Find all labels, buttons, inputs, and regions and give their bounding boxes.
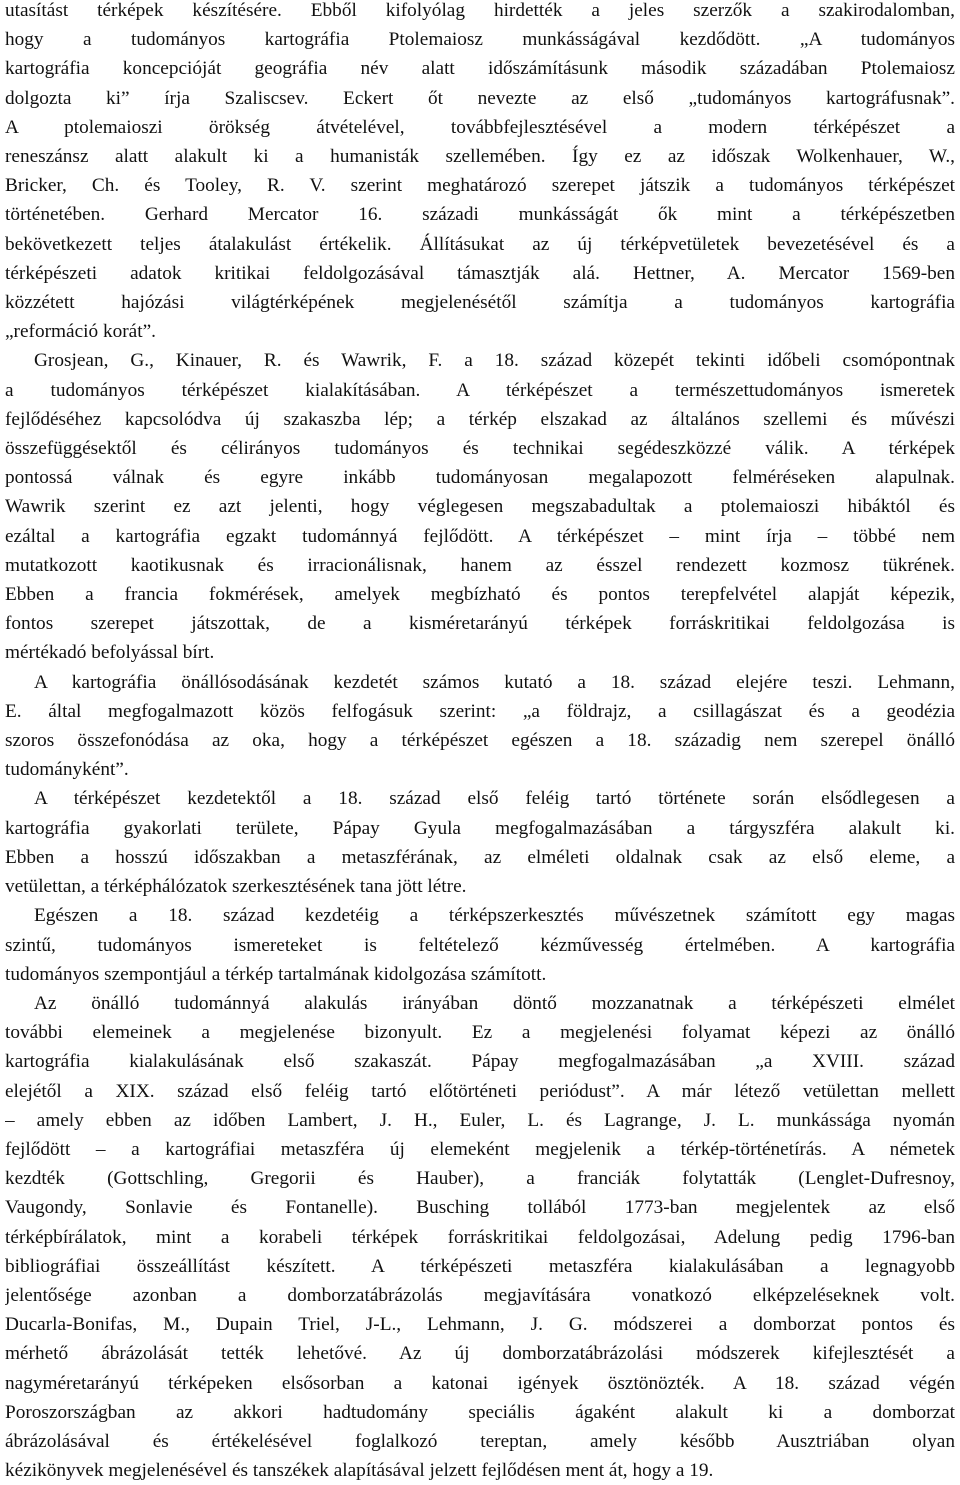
text-line: ábrázolásával és értékelésével foglalkozó tereptan, amely később Ausztriában olyan (5, 1430, 955, 1452)
text-line: Ducarla-Bonifas, M., Dupain Triel, J-L., Lehmann, J. G. módszerei a domborzat pontos és (5, 1314, 955, 1336)
paragraph (5, 668, 955, 785)
text-line: mértékadó befolyással bírt. (5, 642, 215, 664)
text-line: mérhető ábrázolását tették lehetővé. Az új domborzatábrázolási módszerek kifejlesztését a (5, 1343, 955, 1365)
text-line: elejétől a XIX. század első feléig tartó előtörténeti periódust”. A már létező vetülettan mellett (5, 1080, 955, 1102)
document-body (5, 0, 955, 1485)
text-line: kézikönyvek megjelenésével és tanszékek alapításával jelzett fejlődésen ment át, hogy a 19. (5, 1460, 714, 1482)
text-line: Bricker, Ch. és Tooley, R. V. szerint meghatározó szerepet játszik a tudományos térképészet (5, 175, 955, 197)
text-line: fejlődött – a kartográfiai metaszféra új elemeként megjelenik a térkép-történetírás. A németek (5, 1138, 955, 1160)
text-line: Ebben a francia fokmérések, amelyek megbízható és pontos terepfelvétel alapját képezik, (5, 584, 955, 606)
text-line: Az önálló tudománnyá alakulás irányában döntő mozzanatnak a térképészeti elmélet (34, 992, 955, 1014)
text-line: fontos szerepet játszottak, de a kisméretarányú térképek forráskritikai feldolgozása is (5, 613, 955, 635)
text-line: utasítást térképek készítésére. Ebből kifolyólag hirdették a jeles szerzők a szakirodalomban, (5, 0, 955, 21)
text-line: szintű, tudományos ismereteket is feltételező kézművesség értelmében. A kartográfia (5, 934, 955, 956)
text-line: A ptolemaioszi örökség átvételével, továbbfejlesztésével a modern térképészet a (5, 116, 955, 138)
text-line: kartográfia kialakulásának első szakaszát. Pápay megfogalmazásában „a XVIII. század (5, 1051, 955, 1073)
text-line: – amely ebben az időben Lambert, J. H., Euler, L. és Lagrange, J. L. munkássága nyomán (5, 1109, 955, 1131)
text-line: dolgozta ki” írja Szaliscsev. Eckert őt nevezte az első „tudományos kartográfusnak”. (5, 87, 955, 109)
text-line: történetében. Gerhard Mercator 16. századi munkásságát ők mint a térképészetben (5, 204, 955, 226)
paragraph (5, 784, 955, 901)
text-line: ezáltal a kartográfia egzakt tudománnyá fejlődött. A térképészet – mint írja – többé nem (5, 525, 955, 547)
text-line: „reformáció korát”. (5, 321, 156, 343)
text-line: kartográfia gyakorlati területe, Pápay Gyula megfogalmazásában a tárgyszféra alakult ki. (5, 817, 955, 839)
paragraph (5, 346, 955, 667)
text-line: kezdték (Gottschling, Gregorii és Hauber), a franciák folytatták (Lenglet-Dufresnoy, (5, 1168, 955, 1190)
text-line: reneszánsz alatt alakult ki a humanisták szellemében. Így ez az időszak Wolkenhauer, W., (5, 146, 955, 168)
text-line: Ebben a hosszú időszakban a metaszférának, az elméleti oldalnak csak az első eleme, a (5, 846, 955, 868)
text-line: Vaugondy, Sonlavie és Fontanelle). Busching tollából 1773-ban megjelentek az első (5, 1197, 955, 1219)
text-line: nagyméretarányú térképeken elsősorban a katonai igények ösztönözték. A 18. század végén (5, 1372, 955, 1394)
text-line: tudományos szempontjául a térkép tartalmának kidolgozása számított. (5, 963, 547, 985)
text-line: E. által megfogalmazott közös felfogásuk szerint: „a földrajz, a csillagászat és a geodézia (5, 700, 955, 722)
text-line: további elemeinek a megjelenése bizonyult. Ez a megjelenési folyamat képezi az önálló (5, 1022, 955, 1044)
text-line: bekövetkezett teljes átalakulást értékelik. Állításukat az új térképvetületek bevezetésével és a (5, 233, 955, 255)
text-line: tudományként”. (5, 759, 129, 781)
text-line: közzétett hajózási világtérképének megjelenésétől számítja a tudományos kartográfia (5, 292, 955, 314)
text-line: kartográfia koncepcióját geográfia név alatt időszámításunk második századában Ptolemaiosz (5, 58, 955, 80)
text-line: térképbírálatok, mint a korabeli térképek forráskritikai feldolgozásai, Adelung pedig 1796-ban (5, 1226, 955, 1248)
text-line: A kartográfia önállósodásának kezdetét számos kutató a 18. század elejére teszi. Lehmann, (34, 671, 955, 693)
paragraph (5, 0, 955, 346)
text-line: összefüggésektől és célirányos tudományos és technikai segédeszközzé válik. A térképek (5, 438, 955, 460)
text-line: hogy a tudományos kartográfia Ptolemaiosz munkásságával kezdődött. „A tudományos (5, 29, 955, 51)
text-line: pontossá válnak és egyre inkább tudományosan megalapozott felméréseken alapulnak. (5, 467, 955, 489)
text-line: fejlődéséhez kapcsolódva új szakaszba lép; a térkép elszakad az általános szellemi és művészi (5, 408, 955, 430)
text-line: bibliográfiai összeállítást készített. A térképészeti metaszféra kialakulásában a legnagyobb (5, 1255, 955, 1277)
text-line: Poroszországban az akkori hadtudomány speciális ágaként alakult ki a domborzat (5, 1401, 955, 1423)
text-line: Egészen a 18. század kezdetéig a térképszerkesztés művészetnek számított egy magas (34, 905, 955, 927)
text-line: vetülettan, a térképhálózatok szerkesztésének tana jött létre. (5, 876, 467, 898)
text-line: a tudományos térképészet kialakításában. A térképészet a természettudományos ismeretek (5, 379, 955, 401)
paragraph (5, 989, 955, 1485)
text-line: szoros összefonódása az oka, hogy a térképészet egészen a 18. századig nem szerepel önálló (5, 730, 955, 752)
text-line: jelentősége azonban a domborzatábrázolás megjavítására vonatkozó elképzeléseknek volt. (5, 1284, 955, 1306)
text-line: térképészeti adatok kritikai feldolgozásával támasztják alá. Hettner, A. Mercator 1569-ben (5, 262, 955, 284)
text-line: Wawrik szerint ez azt jelenti, hogy véglegesen megszabadultak a ptolemaioszi hibáktól és (5, 496, 955, 518)
paragraph (5, 901, 955, 989)
text-line: Grosjean, G., Kinauer, R. és Wawrik, F. a 18. század közepét tekinti időbeli csomópontnak (34, 350, 955, 372)
text-line: A térképészet kezdetektől a 18. század első feléig tartó története során elsődlegesen a (34, 788, 955, 810)
text-line: mutatkozott kaotikusnak és irracionálisnak, hanem az ésszel rendezett kozmosz tükrének. (5, 554, 955, 576)
